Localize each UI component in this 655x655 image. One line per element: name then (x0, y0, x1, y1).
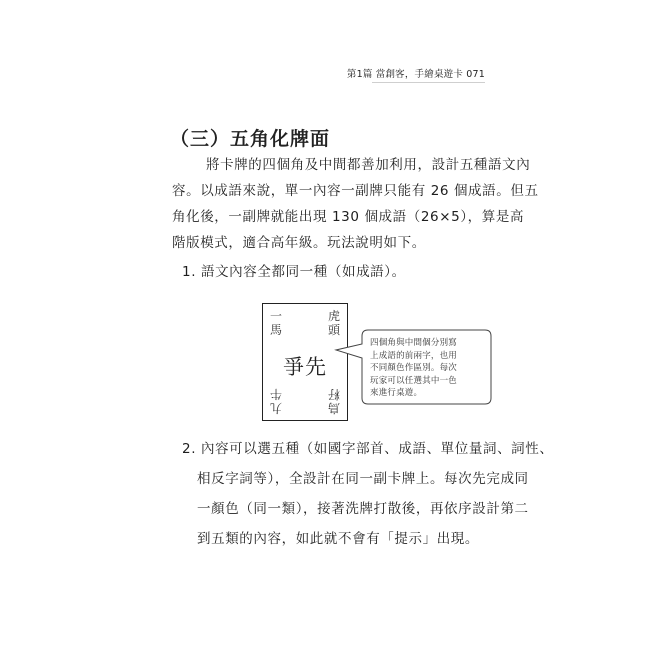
item-line: 到五類的內容，如此就不會有「提示」出現。 (197, 531, 479, 547)
item-line: 2. 內容可以選五種（如國字部首、成語、單位量詞、詞性、 (182, 441, 554, 457)
card-center-word: 爭先 (283, 355, 327, 379)
card-char: 鳥 (328, 401, 341, 415)
section-heading: （三）五角化牌面 (170, 128, 331, 150)
intro-paragraph (172, 152, 539, 256)
card-char: 頭 (327, 323, 340, 337)
item-line: 一顏色（同一類），接著洗牌打散後，再依序設計第二 (197, 501, 529, 517)
callout-line: 來進行桌遊。 (370, 388, 423, 398)
card-char: 籽 (328, 387, 341, 401)
card-corner-top-left (269, 309, 283, 337)
callout-line: 玩家可以任選其中一色 (370, 375, 458, 386)
card-char: 九 (270, 401, 283, 415)
paragraph-line: 容。以成語來說，單一內容一副牌只能有 26 個成語。但五 (172, 183, 539, 199)
header-rule (372, 82, 485, 83)
item-line: 相反字詞等），全設計在同一副卡牌上。每次先完成同 (197, 471, 529, 487)
list-item-2 (182, 434, 554, 554)
card-char: 牛 (270, 387, 283, 401)
list-item-1: 1. 語文內容全都同一種（如成語）。 (182, 264, 406, 280)
callout-text (370, 337, 488, 400)
paragraph-line: 將卡牌的四個角及中間都善加利用，設計五種語文內 (206, 157, 531, 173)
running-head: 第1篇 當創客，手繪桌遊卡 071 (346, 69, 485, 80)
card-corner-bottom-left (269, 387, 283, 415)
card-char: 一 (269, 309, 282, 323)
callout-line: 不同顏色作區別。每次 (370, 363, 458, 373)
card-char: 馬 (269, 323, 282, 337)
card-char: 虎 (327, 309, 340, 323)
paragraph-line: 階版模式，適合高年級。玩法說明如下。 (172, 235, 426, 251)
callout-line: 四個角與中間個分別寫 (370, 338, 458, 348)
callout-line: 上成語的前兩字，也用 (370, 350, 458, 361)
paragraph-line: 角化後，一副牌就能出現 130 個成語（26×5），算是高 (172, 209, 525, 225)
